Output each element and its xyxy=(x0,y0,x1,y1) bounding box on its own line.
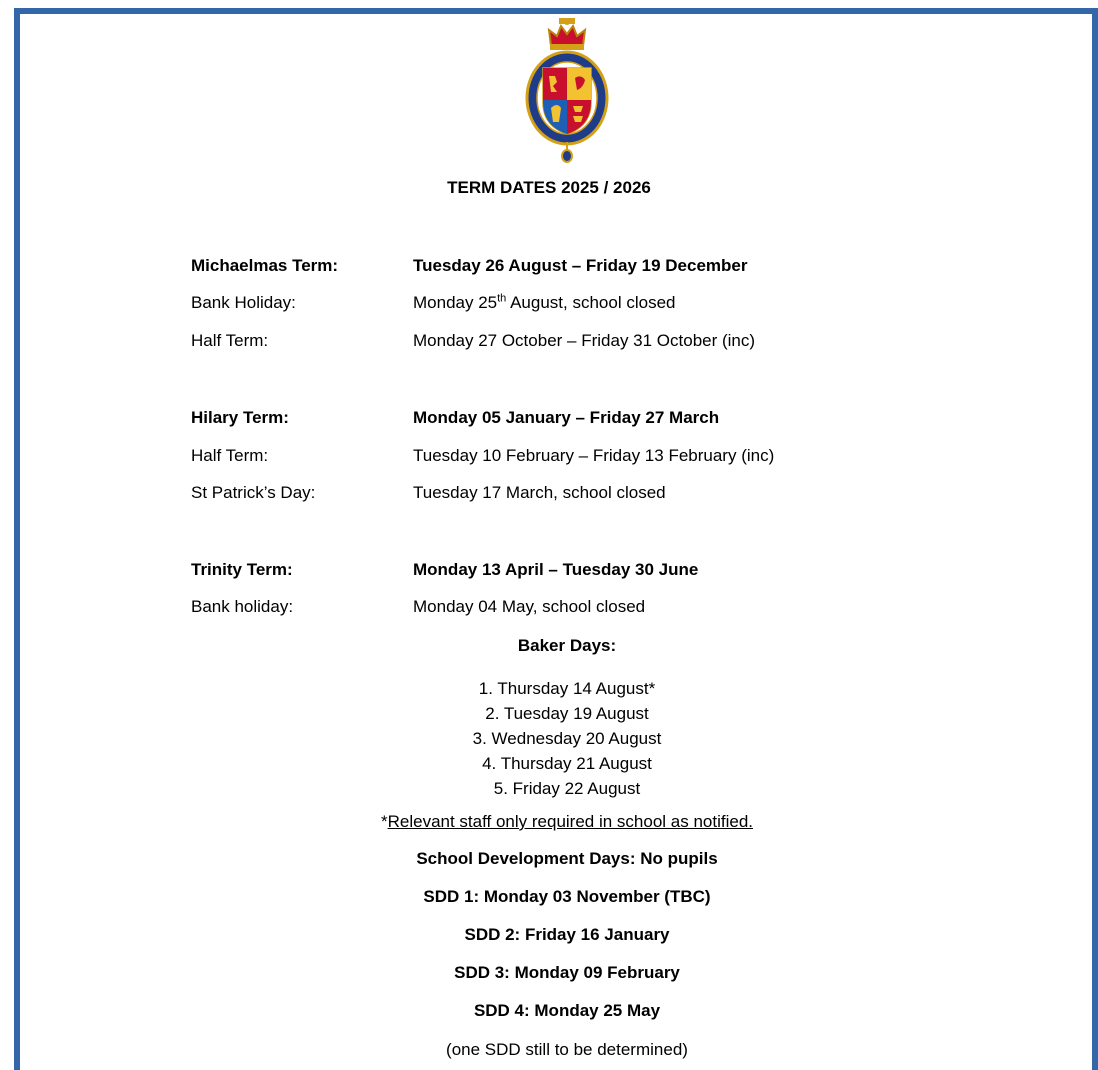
sdd-item: SDD 1: Monday 03 November (TBC) xyxy=(423,887,711,906)
term-label: Michaelmas Term: xyxy=(191,256,339,275)
baker-days-list xyxy=(0,676,1098,801)
royal-crest-logo xyxy=(517,16,617,164)
shield-icon xyxy=(543,68,591,134)
sdd-footer: (one SDD still to be determined) xyxy=(446,1040,688,1059)
term-dates: Monday 13 April – Tuesday 30 June xyxy=(413,560,699,579)
term-dates: Tuesday 26 August – Friday 19 December xyxy=(413,256,748,275)
row-value: Monday 04 May, school closed xyxy=(413,597,646,616)
list-item: 1. Thursday 14 August* xyxy=(478,679,656,698)
list-item: 3. Wednesday 20 August xyxy=(472,729,662,748)
row-label: Bank holiday: xyxy=(191,597,294,616)
page-title: TERM DATES 2025 / 2026 xyxy=(447,178,651,197)
baker-days-heading: Baker Days: xyxy=(517,636,617,655)
list-item: 4. Thursday 21 August xyxy=(482,754,652,773)
sdd-heading: School Development Days: No pupils xyxy=(416,849,718,868)
sdd-item: SDD 2: Friday 16 January xyxy=(464,925,670,944)
note-text: Relevant staff only required in school as notified. xyxy=(387,812,754,831)
row-label: Half Term: xyxy=(191,331,269,350)
sdd-item: SDD 4: Monday 25 May xyxy=(473,1001,661,1020)
list-item: 2. Tuesday 19 August xyxy=(485,704,649,723)
term-label: Trinity Term: xyxy=(191,560,293,579)
page-border xyxy=(14,8,1098,1070)
crown-icon xyxy=(549,18,585,50)
term-label: Hilary Term: xyxy=(191,408,289,427)
row-label: Half Term: xyxy=(191,446,269,465)
row-label: Bank Holiday: xyxy=(191,293,296,312)
row-value: Monday 27 October – Friday 31 October (inc) xyxy=(413,331,756,350)
row-value: Monday 25th August, school closed xyxy=(413,292,676,312)
row-value: Tuesday 17 March, school closed xyxy=(413,483,666,502)
list-item: 5. Friday 22 August xyxy=(493,779,641,798)
row-value: Tuesday 10 February – Friday 13 February (inc) xyxy=(413,446,775,465)
row-label: St Patrick’s Day: xyxy=(191,483,316,502)
baker-note xyxy=(0,812,1098,832)
sdd-item: SDD 3: Monday 09 February xyxy=(454,963,680,982)
note-asterisk: * xyxy=(380,812,388,831)
term-dates: Monday 05 January – Friday 27 March xyxy=(413,408,720,427)
